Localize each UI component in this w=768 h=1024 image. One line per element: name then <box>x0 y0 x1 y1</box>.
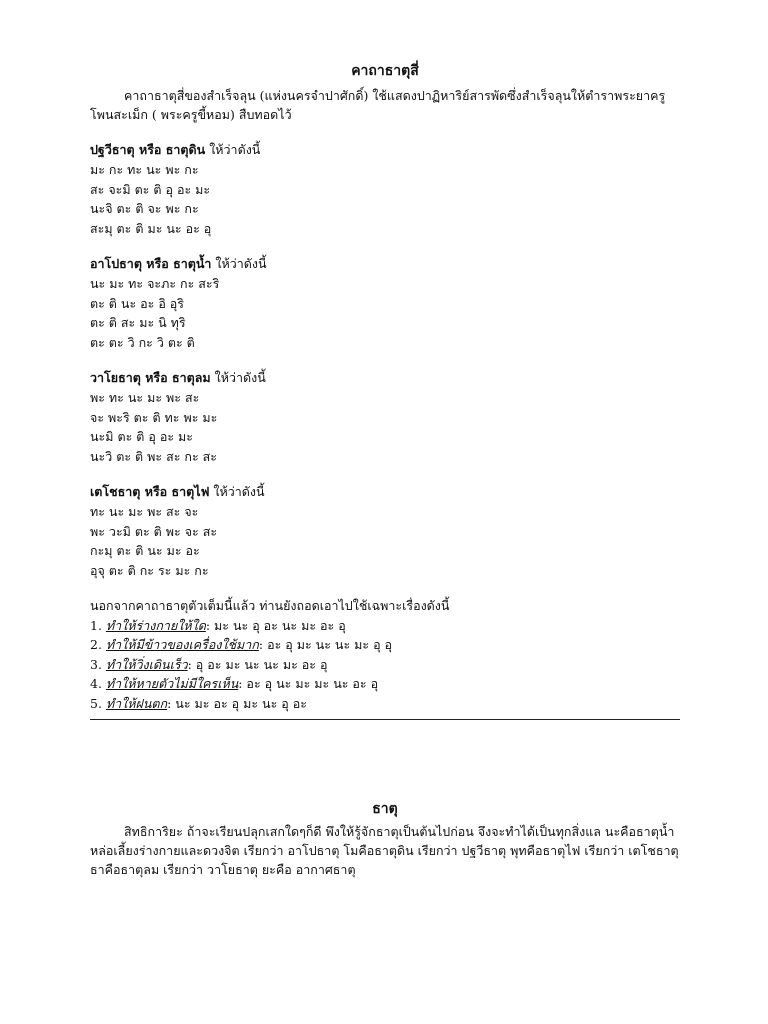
mantra-line: พะ วะมิ ตะ ติ พะ จะ สะ <box>90 523 218 539</box>
document-title: คาถาธาตุสี่ <box>351 63 419 79</box>
mantra-line: ตะ ติ นะ อะ อิ อุริ <box>90 295 185 311</box>
section-heading-wind <box>90 368 680 388</box>
mantra-line: ตะ ติ สะ มะ นิ ทุริ <box>90 315 186 330</box>
section-heading-tail: ให้ว่าดังนี้ <box>209 484 265 499</box>
usage-number: 5. <box>90 695 102 711</box>
usage-item <box>90 694 680 714</box>
usage-number: 3. <box>90 656 102 672</box>
section-heading-earth <box>90 140 680 160</box>
usage-number: 2. <box>90 637 102 652</box>
usage-item <box>90 674 680 694</box>
section-heading-tail: ให้ว่าดังนี้ <box>205 142 261 157</box>
mantra-line: พะ ทะ นะ มะ พะ สะ <box>90 390 200 405</box>
usage-mantra: : อะ อุ นะ มะ มะ นะ อะ อุ <box>238 676 379 691</box>
usage-item <box>90 616 680 636</box>
usage-mantra: : นะ มะ อะ อุ มะ นะ อุ อะ <box>167 695 307 711</box>
section-heading-bold: ปฐวีธาตุ หรือ ธาตุดิน <box>90 142 206 157</box>
section-heading-tail: ให้ว่าดังนี้ <box>210 370 266 385</box>
section-heading-tail: ให้ว่าดังนี้ <box>211 256 267 271</box>
usage-label: ทำให้หายตัวไม่มีใครเห็น <box>105 676 239 691</box>
usage-label: ทำให้วิ่งเดินเร็ว <box>105 656 188 672</box>
usage-item <box>90 635 680 655</box>
horizontal-divider <box>90 719 680 720</box>
mantra-line: นะจิ ตะ ติ จะ พะ กะ <box>90 201 199 216</box>
mantra-line: สะมุ ตะ ติ มะ นะ อะ อุ <box>90 220 212 236</box>
usage-label: ทำให้ร่างกายให้ใด <box>105 617 206 633</box>
usage-mantra: : มะ นะ อุ อะ นะ มะ อะ อุ <box>205 617 346 633</box>
mantra-line: กะมุ ตะ ติ นะ มะ อะ <box>90 543 200 558</box>
intro-paragraph: คาถาธาตุสี่ของสำเร็จลุน (แห่งนครจำปาศักดิ์) ใช้แสดงปาฏิหาริย์สารพัดซึ่งสำเร็จลุนให้ตำราพระยาครูโพนสะเม็ก ( พระครูขี้หอม) สืบทอดไว้ <box>90 88 666 122</box>
section-title-dhatu: ธาตุ <box>372 801 398 817</box>
mantra-line: มะ กะ ทะ นะ พะ กะ <box>90 162 199 177</box>
usage-label: ทำให้ฝนตก <box>105 695 168 711</box>
section-heading-fire <box>90 482 680 502</box>
usage-mantra: : อุ อะ มะ นะ นะ มะ อะ อุ <box>187 656 328 672</box>
section-heading-water <box>90 254 680 274</box>
usage-note: นอกจากคาถาธาตุตัวเต็มนี้แล้ว ท่านยังถอดเอาไปใช้เฉพาะเรื่องดังนี้ <box>90 598 450 613</box>
mantra-line: นะวิ ตะ ติ พะ สะ กะ สะ <box>90 448 217 464</box>
usage-item <box>90 655 680 675</box>
section-heading-bold: อาโปธาตุ หรือ ธาตุน้ำ <box>90 256 212 271</box>
mantra-line: นะ มะ ทะ จะภะ กะ สะริ <box>90 276 220 291</box>
mantra-line: อุจุ ตะ ติ กะ ระ มะ กะ <box>90 562 209 578</box>
usage-label: ทำให้มีข้าวของเครื่องใช้มาก <box>105 637 259 652</box>
mantra-line: จะ พะริ ตะ ติ ทะ พะ มะ <box>90 409 218 425</box>
usage-number: 1. <box>90 617 102 633</box>
document-content <box>90 60 680 879</box>
mantra-line: นะมิ ตะ ติ อุ อะ มะ <box>90 429 193 444</box>
mantra-line: ทะ นะ มะ พะ สะ จะ <box>90 504 199 519</box>
dhatu-paragraph: สิทธิการิยะ ถ้าจะเรียนปลุกเสกใดๆก็ดี พึงให้รู้จักธาตุเป็นต้นไปก่อน จึงจะทำได้เป็นทุกสิ่งแล นะคือธาตุน้ำหล่อเลี้ยงร่างกายและดวงจิต เรียกว่า อาโปธาตุ โมคือธาตุดิน เรียกว่า ปฐวีธาตุ พุทคือธาตุไฟ เรียกว่า เตโชธาตุ ธาคือธาตุลม เรียกว่า วาโยธาตุ ยะคือ อากาศธาตุ <box>90 824 679 877</box>
mantra-line: สะ จะมิ ตะ ติ อุ อะ มะ <box>90 181 211 197</box>
section-heading-bold: วาโยธาตุ หรือ ธาตุลม <box>90 370 211 385</box>
usage-number: 4. <box>90 676 102 691</box>
mantra-line: ตะ ตะ วิ กะ วิ ตะ ติ <box>90 334 195 350</box>
usage-mantra: : อะ อุ มะ นะ นะ มะ อุ อุ <box>258 637 393 652</box>
section-heading-bold: เตโชธาตุ หรือ ธาตุไฟ <box>90 484 210 499</box>
